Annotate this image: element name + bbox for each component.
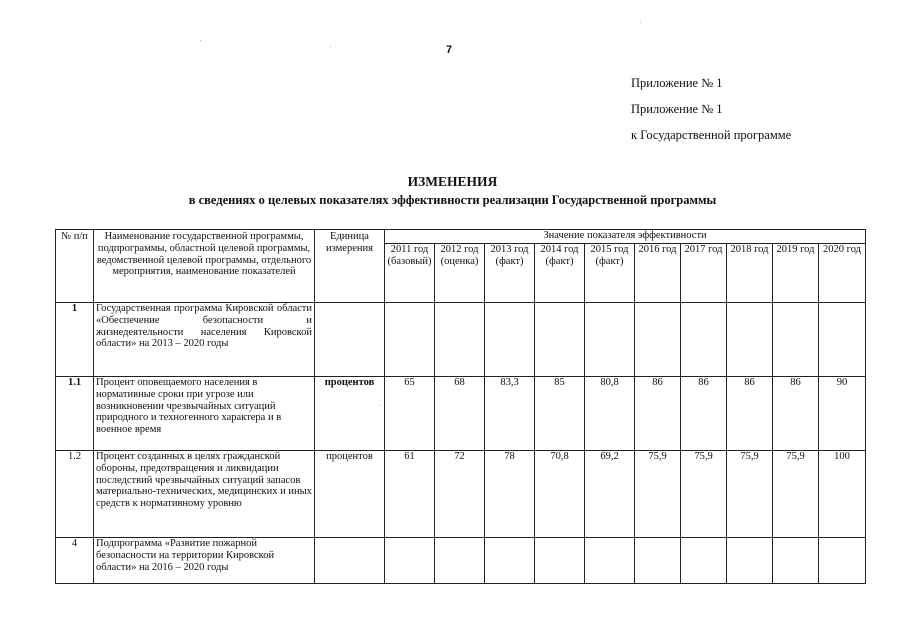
row-num: 1.2 bbox=[56, 451, 94, 538]
row-unit: процентов bbox=[315, 451, 385, 538]
row-value bbox=[435, 303, 485, 377]
row-value: 83,3 bbox=[485, 377, 535, 451]
row-value bbox=[385, 538, 435, 584]
row-value: 68 bbox=[435, 377, 485, 451]
header-year: 2020 год bbox=[819, 244, 866, 303]
row-num: 1 bbox=[56, 303, 94, 377]
header-year: 2011 год (базовый) bbox=[385, 244, 435, 303]
header-year: 2012 год (оценка) bbox=[435, 244, 485, 303]
header-year: 2017 год bbox=[681, 244, 727, 303]
row-value bbox=[485, 538, 535, 584]
row-name: Процент созданных в целях гражданской обороны, предотвращения и ликвидации последствий чрезвычайных ситуаций запасов материально-технических, медицинских и иных средств к нормативному уровню bbox=[94, 451, 315, 538]
header-num: № п/п bbox=[56, 230, 94, 303]
row-value: 75,9 bbox=[635, 451, 681, 538]
table-header-row bbox=[56, 230, 866, 244]
row-value: 75,9 bbox=[681, 451, 727, 538]
indicators-table bbox=[55, 229, 866, 584]
row-value: 86 bbox=[727, 377, 773, 451]
header-year: 2014 год (факт) bbox=[535, 244, 585, 303]
row-value bbox=[585, 303, 635, 377]
row-name: Государственная программа Кировской области «Обеспечение безопасности и жизнедеятельности населения Кировской области» на 2013 – 2020 годы bbox=[94, 303, 315, 377]
row-value bbox=[585, 538, 635, 584]
header-year: 2018 год bbox=[727, 244, 773, 303]
row-value: 85 bbox=[535, 377, 585, 451]
scan-speck bbox=[640, 22, 641, 23]
row-value bbox=[535, 303, 585, 377]
row-value bbox=[727, 303, 773, 377]
appendix-line-3: к Государственной программе bbox=[631, 128, 792, 142]
row-name: Подпрограмма «Развитие пожарной безопасности на территории Кировской области» на 2016 – 2020 годы bbox=[94, 538, 315, 584]
row-num: 4 bbox=[56, 538, 94, 584]
header-year: 2015 год (факт) bbox=[585, 244, 635, 303]
document-subtitle: в сведениях о целевых показателях эффективности реализации Государственной программы bbox=[188, 193, 717, 207]
appendix-line-2: Приложение № 1 bbox=[631, 102, 723, 116]
row-value: 100 bbox=[819, 451, 866, 538]
row-value bbox=[681, 538, 727, 584]
row-value: 75,9 bbox=[773, 451, 819, 538]
row-value: 86 bbox=[635, 377, 681, 451]
row-value: 65 bbox=[385, 377, 435, 451]
row-value: 75,9 bbox=[727, 451, 773, 538]
row-value bbox=[681, 303, 727, 377]
table-row bbox=[56, 303, 866, 377]
row-value bbox=[635, 538, 681, 584]
row-value: 61 bbox=[385, 451, 435, 538]
row-value bbox=[819, 303, 866, 377]
scan-speck bbox=[380, 405, 381, 406]
row-value bbox=[773, 538, 819, 584]
header-unit: Единица измерения bbox=[315, 230, 385, 303]
row-value bbox=[485, 303, 535, 377]
row-name: Процент оповещаемого населения в нормативные сроки при угрозе или возникновении чрезвычайных ситуаций природного и техногенного характера и в военное время bbox=[94, 377, 315, 451]
row-value bbox=[635, 303, 681, 377]
row-value: 90 bbox=[819, 377, 866, 451]
document-title: ИЗМЕНЕНИЯ bbox=[407, 174, 498, 189]
row-value: 69,2 bbox=[585, 451, 635, 538]
row-value: 72 bbox=[435, 451, 485, 538]
row-unit bbox=[315, 303, 385, 377]
row-value bbox=[773, 303, 819, 377]
row-value: 86 bbox=[773, 377, 819, 451]
table-row bbox=[56, 538, 866, 584]
header-year: 2016 год bbox=[635, 244, 681, 303]
row-value bbox=[535, 538, 585, 584]
scan-speck bbox=[200, 40, 201, 41]
header-year: 2019 год bbox=[773, 244, 819, 303]
row-unit bbox=[315, 538, 385, 584]
header-name: Наименование государственной программы, подпрограммы, областной целевой программы, ведомственной целевой программы, отдельного мероприятия, наименование показателей bbox=[94, 230, 315, 303]
row-value: 86 bbox=[681, 377, 727, 451]
row-value bbox=[727, 538, 773, 584]
header-values: Значение показателя эффективности bbox=[385, 230, 866, 244]
row-num: 1.1 bbox=[56, 377, 94, 451]
appendix-line-1: Приложение № 1 bbox=[631, 76, 723, 90]
page-number: 7 bbox=[446, 44, 453, 56]
row-value: 78 bbox=[485, 451, 535, 538]
scan-speck bbox=[330, 46, 331, 47]
row-value bbox=[819, 538, 866, 584]
row-value: 70,8 bbox=[535, 451, 585, 538]
header-year: 2013 год (факт) bbox=[485, 244, 535, 303]
row-value: 80,8 bbox=[585, 377, 635, 451]
row-value bbox=[435, 538, 485, 584]
row-unit: процентов bbox=[315, 377, 385, 451]
table-row bbox=[56, 451, 866, 538]
table-row bbox=[56, 377, 866, 451]
row-value bbox=[385, 303, 435, 377]
